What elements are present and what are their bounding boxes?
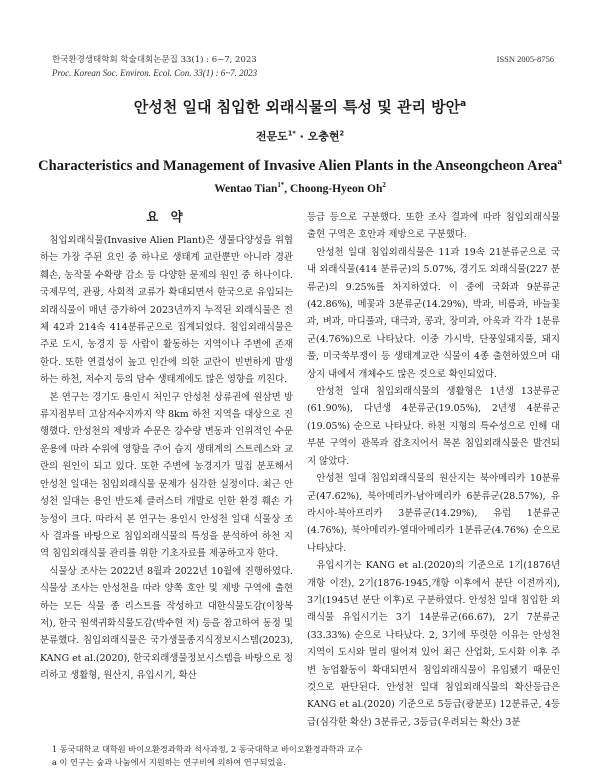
body-paragraph: 안성천 일대 침입외래식물의 생활형은 1년생 13분류군(61.90%), 다년생 4분류군(19.05%), 2년생 4분류군(19.05%) 순으로 나타났다. 하천 지형의 특수성으로 인해 대부분 구역이 관목과 잡초지어서 목본 침입외래식물은 발견되지 않았다. [307, 386, 560, 467]
journal-citation-en: Proc. Korean Soc. Environ. Ecol. Con. 33(1) : 6~7. 2023 [52, 68, 258, 78]
title-ko-text: 안성천 일대 침입한 외래식물의 특성 및 관리 방안 [133, 98, 461, 116]
title-en [0, 158, 600, 175]
body-paragraph: 안성천 일대 침입외래식물의 원산지는 북아메리카 10분류군(47.62%), 북아메리카-남아메리카 6분류군(28.57%), 유라시아-북아프리카 3분류군(14.29%), 유럽 1분류군(4.76%), 북아메리카-열대아메리카 1분류군(4.76%) 순으로 나타났다. [307, 473, 560, 554]
footnote-2: a 이 연구는 숲과 나눔에서 지원하는 연구비에 의하여 연구되었음. [52, 757, 286, 767]
title-en-text: Characteristics and Management of Invasive Alien Plants in the Anseongcheon Area [38, 158, 558, 174]
title-ko-sup: a [460, 99, 467, 109]
journal-header [52, 54, 257, 80]
body-paragraph: 유입시기는 KANG et al.(2020)의 기준으로 1기(1876년 개항 이전), 2기(1876-1945,개항 이후에서 분단 이전까지), 3기(1945년 분단 이후)로 구분하였다. 안성천 일대 침입한 외래식물 유입시기는 3기 14분류군(66.67), 2기 7분류군(33.33%) 순으로 나타났다. 2, 3기에 뚜렷한 이유는 안성천 지역이 도시와 멀리 떨어져 있어 최근 산업화, 도시화 이후 주변 농업활동이 확대되면서 침입외래식물이 유입됐기 때문인 것으로 판단된다. 안성천 일대 침입외래식물의 확산등급은 KANG et al.(2020) 기준으로 5등급(광분포) 12분류군, 4등급(심각한 확산) 3분류군, 3등급(우려되는 확산) 3분 [307, 560, 560, 728]
abstract-heading: 요 약 [146, 209, 187, 224]
body-paragraph: 침입외래식물(Invasive Alien Plant)은 생물다양성을 위협하는 가장 주된 요인 중 하나로 생태계 교란뿐만 아니라 경관 훼손, 농작물 수확량 감소 등 다양한 문제의 원인 중 하나이다. 국제무역, 관광, 사회적 교류가 확대되면서 한국으로 유입되는 외래식물이 매년 증가하여 2023년까지 누적된 외래식물은 전체 42과 214속 414분류군으로 집계되었다. 침입외래식물은 주로 도시, 농경지 등 사람이 활동하는 지역이나 주변에 존재한다. 또한 연결성이 높고 인간에 의한 교란이 빈번하게 발생하는 하천, 저수지 등의 담수 생태계에도 많은 영향을 끼친다. [40, 235, 293, 386]
author-ko-1: 전문도 [255, 130, 288, 143]
title-en-sup: a [557, 156, 562, 167]
body-paragraph: 안성천 일대 침입외래식물은 11과 19속 21분류군으로 국내 외래식물(414 분류군)의 5.07%, 경기도 외래식물(227 분류군)의 9.25%를 차지하였다. 이 중에 국화과 9분류군(42.86%), 메꽃과 3분류군(14.29%), 박과, 비름과, 바늘꽃과, 벼과, 마디풀과, 대극과, 콩과, 장미과, 아욱과 각각 1분류군(4.76%)으로 나타났다. 이중 가시박, 단풍잎돼지풀, 돼지풀, 미국쑥부쟁이 등 생태계교란 식물이 4종 출현하였으며 대상지 내에서 개체수도 많은 것으로 확인되었다. [307, 246, 560, 380]
author-en-separator: , [284, 183, 290, 195]
author-ko-2-sup: 2 [339, 129, 345, 138]
author-ko-2: 오충현 [307, 130, 340, 143]
body-paragraph: 식물상 조사는 2022년 8월과 2022년 10월에 진행하였다. 식물상 조사는 안성천을 따라 양쪽 호안 및 제방 구역에 출현하는 모든 식물 종 리스트를 작성하고 대한식물도감(이창복 저), 한국 원색귀화식물도감(박수현 저) 등을 참고하여 동정 및 분류했다. 침입외래식물은 국가생물종지식정보시스템(2023), KANG et al.(2020), 한국외래생물정보시스템을 바탕으로 정리하고 생활형, 원산지, 유입시기, 확산 [40, 565, 293, 682]
author-en-1: Wentao Tian [214, 183, 278, 195]
footnote-1: 1 동국대학교 대학원 바이오환경과학과 석사과정, 2 동국대학교 바이오환경과학과 교수 [52, 744, 363, 754]
author-en-2-sup: 2 [382, 182, 386, 190]
issn: ISSN 2005-8756 [496, 54, 554, 64]
left-column [40, 209, 293, 685]
author-en-1-sup: 1* [277, 182, 285, 190]
authors-ko [0, 128, 600, 144]
author-en-2: Choong-Hyeon Oh [290, 183, 383, 195]
journal-citation-ko: 한국환경생태학회 학술대회논문집 33(1) : 6~7, 2023 [52, 55, 257, 65]
authors-en [0, 183, 600, 195]
body-paragraph: 본 연구는 경기도 용인시 처인구 안성천 상류권에 원삼면 방류지점부터 고삼저수지까지 약 8km 하천 지역을 대상으로 진행했다. 안성천의 제방과 수문은 강수량 변동과 인위적인 수문 운용에 따라 수위에 영향을 주어 습지 생태계의 스트레스와 교란의 원인이 되고 있다. 또한 주변에 농경지가 밀집 분포해서 안성천 일대는 침입외래식물 문제가 심각한 실정이다. 최근 안성천 일대는 용인 반도체 클러스터 개발로 인한 환경 훼손 가능성이 크다. 따라서 본 연구는 용인시 안성천 일대 식물상 조사 결과를 바탕으로 침입외래식물의 특성을 분석하여 하천 지역 침입외래식물 관리를 위한 기초자료를 제공하고자 한다. [40, 391, 293, 560]
author-ko-separator: · [295, 130, 308, 143]
right-column [307, 209, 560, 731]
body-paragraph: 등급 등으로 구분했다. 또한 조사 결과에 따라 침입외래식물 출현 구역은 호안과 제방으로 구분했다. [307, 212, 560, 241]
title-ko [0, 96, 600, 117]
author-ko-1-sup: 1* [287, 129, 296, 138]
